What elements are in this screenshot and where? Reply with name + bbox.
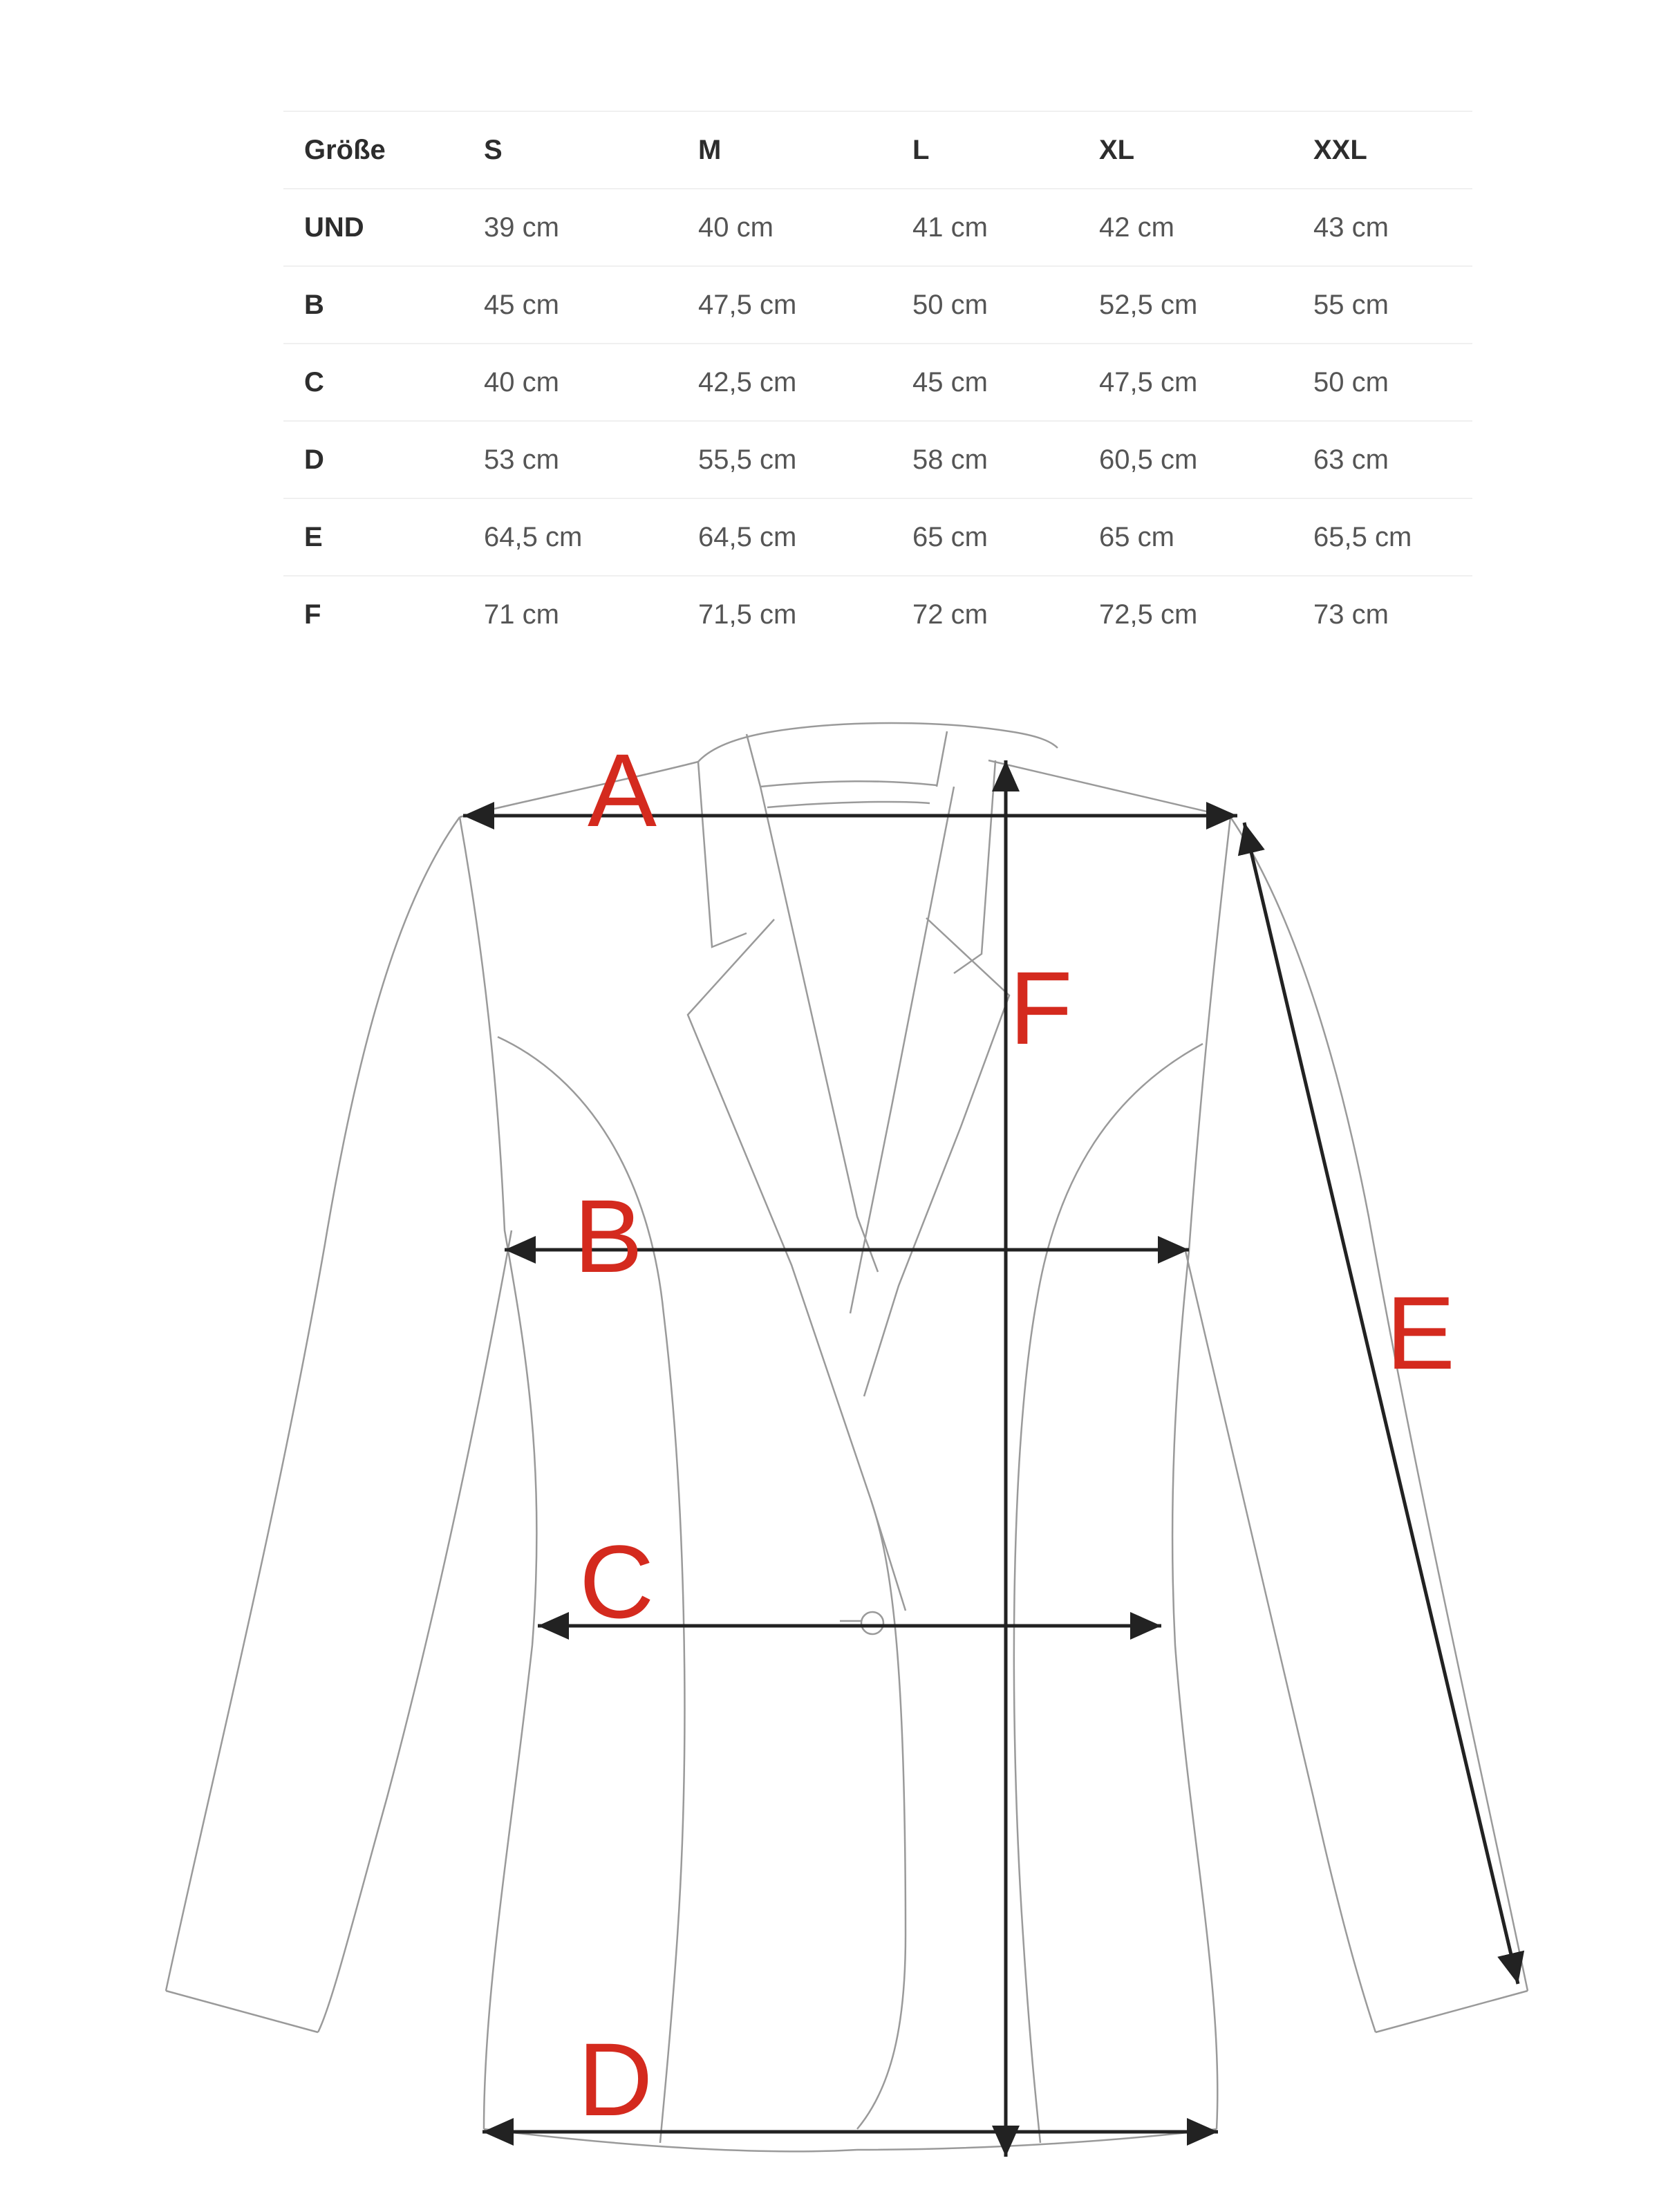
value-cell: 41 cm [892,189,1078,266]
row-label: UND [283,189,463,266]
size-header-row [283,111,1472,189]
size-chart-table [283,111,1472,653]
size-row-und [283,189,1472,266]
size-header-s: S [463,111,677,189]
size-row-c [283,344,1472,421]
row-label: B [283,266,463,344]
value-cell: 43 cm [1293,189,1472,266]
value-cell: 65 cm [892,498,1078,576]
value-cell: 65 cm [1078,498,1293,576]
jacket-outline [166,723,1528,2151]
measure-line-e [1244,823,1518,1984]
value-cell: 40 cm [463,344,677,421]
row-label: E [283,498,463,576]
value-cell: 58 cm [892,421,1078,498]
value-cell: 72,5 cm [1099,599,1198,630]
size-header-m: M [677,111,892,189]
measure-label-a: A [588,732,657,848]
measure-label-c: C [579,1524,655,1640]
measurement-lines [463,760,1518,2157]
size-row-f [283,576,1472,653]
value-cell: 40 cm [677,189,892,266]
value-cell: 63 cm [1293,421,1472,498]
value-cell: 71,5 cm [698,599,797,630]
value-cell: 39 cm [463,189,677,266]
size-header-label: Größe [283,111,463,189]
measure-label-b: B [574,1178,644,1294]
size-header-xl: XL [1078,111,1293,189]
value-cell: 64,5 cm [463,498,677,576]
value-cell: 55,5 cm [677,421,892,498]
value-cell: 42,5 cm [677,344,892,421]
value-cell: 45 cm [892,344,1078,421]
value-cell: 53 cm [463,421,677,498]
value-cell: 73 cm [1313,599,1389,630]
value-cell: 72 cm [912,599,988,630]
row-label: F [304,599,321,630]
row-label: C [283,344,463,421]
measure-label-f: F [1009,950,1073,1066]
size-header-l: L [892,111,1078,189]
value-cell: 71 cm [484,599,559,630]
jacket-measurement-diagram [0,691,1659,2212]
value-cell: 64,5 cm [677,498,892,576]
value-cell: 52,5 cm [1078,266,1293,344]
value-cell: 50 cm [1293,344,1472,421]
value-cell: 55 cm [1293,266,1472,344]
measurement-labels [574,732,1455,2137]
measure-label-e: E [1386,1275,1456,1391]
value-cell: 47,5 cm [677,266,892,344]
size-row-d [283,421,1472,498]
row-label: D [283,421,463,498]
value-cell: 60,5 cm [1078,421,1293,498]
size-header-xxl: XXL [1293,111,1472,189]
value-cell: 65,5 cm [1293,498,1472,576]
value-cell: 42 cm [1078,189,1293,266]
value-cell: 50 cm [892,266,1078,344]
size-row-b [283,266,1472,344]
value-cell: 45 cm [463,266,677,344]
value-cell: 47,5 cm [1078,344,1293,421]
measure-label-d: D [578,2021,653,2137]
size-row-e [283,498,1472,576]
